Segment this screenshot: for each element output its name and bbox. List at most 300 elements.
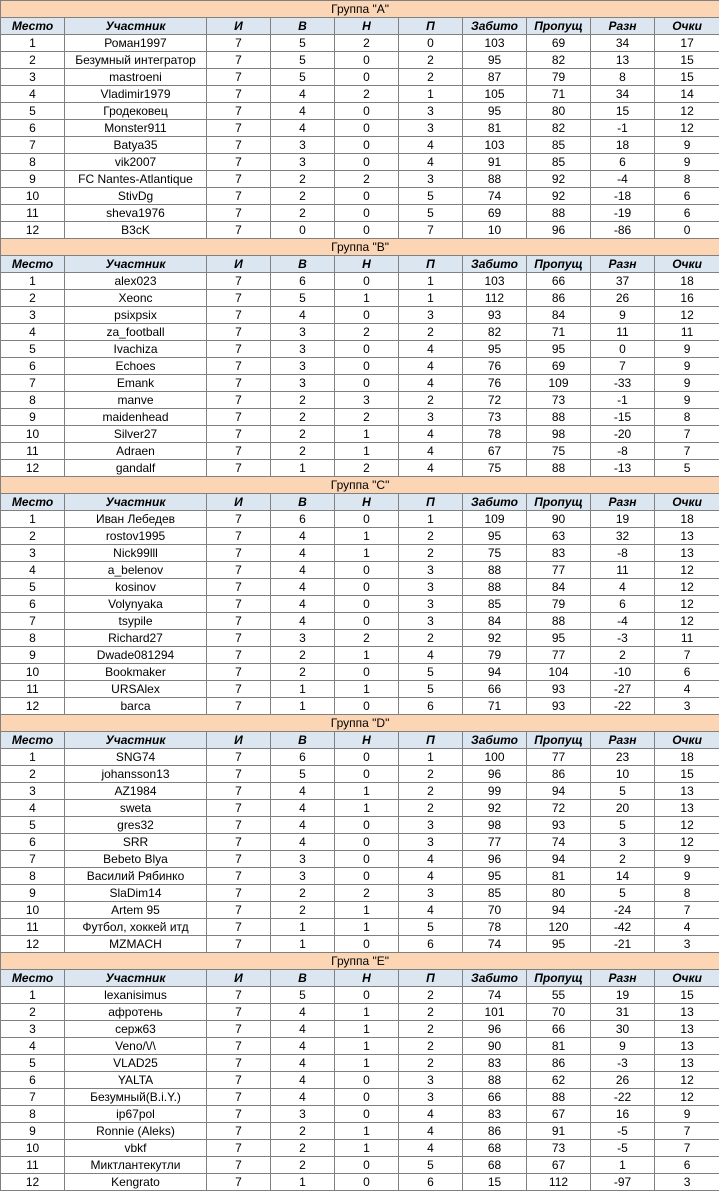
table-row <box>1 749 719 766</box>
cell-draws: 0 <box>335 613 399 630</box>
cell-draws: 0 <box>335 103 399 120</box>
table-row <box>1 52 719 69</box>
cell-scored: 94 <box>463 664 527 681</box>
table-row <box>1 35 719 52</box>
cell-games: 7 <box>207 426 271 443</box>
cell-points: 13 <box>655 800 719 817</box>
cell-draws: 0 <box>335 698 399 715</box>
cell-losses: 5 <box>399 1157 463 1174</box>
cell-losses: 4 <box>399 137 463 154</box>
column-header-place: Место <box>1 256 65 273</box>
cell-diff: 6 <box>591 596 655 613</box>
table-row <box>1 171 719 188</box>
column-header-conceded: Пропущ <box>527 18 591 35</box>
cell-scored: 77 <box>463 834 527 851</box>
cell-scored: 109 <box>463 511 527 528</box>
cell-diff: -8 <box>591 443 655 460</box>
cell-losses: 4 <box>399 902 463 919</box>
cell-scored: 95 <box>463 341 527 358</box>
cell-draws: 1 <box>335 1055 399 1072</box>
cell-participant: Volynyaka <box>65 596 207 613</box>
cell-conceded: 77 <box>527 647 591 664</box>
cell-losses: 2 <box>399 630 463 647</box>
cell-scored: 76 <box>463 358 527 375</box>
cell-games: 7 <box>207 460 271 477</box>
column-header-games: И <box>207 732 271 749</box>
cell-games: 7 <box>207 1157 271 1174</box>
cell-draws: 2 <box>335 409 399 426</box>
group-title: Группа "C" <box>1 477 719 494</box>
cell-wins: 4 <box>271 1021 335 1038</box>
column-header-losses: П <box>399 732 463 749</box>
table-row <box>1 154 719 171</box>
cell-place: 10 <box>1 1140 65 1157</box>
cell-conceded: 81 <box>527 1038 591 1055</box>
cell-draws: 0 <box>335 52 399 69</box>
cell-draws: 1 <box>335 1123 399 1140</box>
cell-participant: StivDg <box>65 188 207 205</box>
cell-diff: 23 <box>591 749 655 766</box>
cell-games: 7 <box>207 188 271 205</box>
table-row <box>1 443 719 460</box>
cell-conceded: 88 <box>527 613 591 630</box>
column-header-place: Место <box>1 732 65 749</box>
cell-draws: 0 <box>335 154 399 171</box>
cell-place: 1 <box>1 987 65 1004</box>
cell-scored: 88 <box>463 579 527 596</box>
cell-losses: 4 <box>399 647 463 664</box>
cell-games: 7 <box>207 987 271 1004</box>
cell-wins: 4 <box>271 545 335 562</box>
cell-diff: 34 <box>591 86 655 103</box>
cell-draws: 0 <box>335 1106 399 1123</box>
cell-games: 7 <box>207 307 271 324</box>
cell-scored: 83 <box>463 1055 527 1072</box>
cell-losses: 4 <box>399 460 463 477</box>
column-header-wins: В <box>271 970 335 987</box>
cell-diff: 19 <box>591 987 655 1004</box>
column-header-scored: Забито <box>463 732 527 749</box>
table-row <box>1 783 719 800</box>
cell-conceded: 80 <box>527 885 591 902</box>
cell-games: 7 <box>207 69 271 86</box>
cell-scored: 103 <box>463 273 527 290</box>
cell-conceded: 120 <box>527 919 591 936</box>
cell-losses: 4 <box>399 1123 463 1140</box>
cell-place: 8 <box>1 1106 65 1123</box>
cell-scored: 73 <box>463 409 527 426</box>
cell-losses: 3 <box>399 817 463 834</box>
cell-conceded: 72 <box>527 800 591 817</box>
cell-losses: 5 <box>399 664 463 681</box>
cell-wins: 4 <box>271 1004 335 1021</box>
cell-place: 9 <box>1 171 65 188</box>
cell-wins: 3 <box>271 341 335 358</box>
cell-place: 11 <box>1 919 65 936</box>
cell-losses: 5 <box>399 205 463 222</box>
cell-wins: 2 <box>271 205 335 222</box>
cell-place: 9 <box>1 647 65 664</box>
cell-wins: 4 <box>271 834 335 851</box>
cell-points: 6 <box>655 1157 719 1174</box>
cell-points: 13 <box>655 1038 719 1055</box>
cell-points: 15 <box>655 52 719 69</box>
cell-diff: 34 <box>591 35 655 52</box>
cell-place: 1 <box>1 749 65 766</box>
table-row <box>1 851 719 868</box>
cell-points: 12 <box>655 596 719 613</box>
cell-points: 9 <box>655 137 719 154</box>
cell-place: 4 <box>1 1038 65 1055</box>
cell-wins: 1 <box>271 936 335 953</box>
cell-place: 6 <box>1 596 65 613</box>
cell-conceded: 98 <box>527 426 591 443</box>
table-row <box>1 511 719 528</box>
cell-points: 13 <box>655 545 719 562</box>
cell-losses: 4 <box>399 154 463 171</box>
cell-points: 18 <box>655 511 719 528</box>
cell-scored: 93 <box>463 307 527 324</box>
cell-diff: 37 <box>591 273 655 290</box>
table-row <box>1 936 719 953</box>
cell-place: 12 <box>1 936 65 953</box>
column-header-scored: Забито <box>463 970 527 987</box>
cell-conceded: 93 <box>527 698 591 715</box>
cell-participant: manve <box>65 392 207 409</box>
cell-scored: 87 <box>463 69 527 86</box>
table-row <box>1 426 719 443</box>
cell-scored: 100 <box>463 749 527 766</box>
cell-diff: -4 <box>591 613 655 630</box>
cell-games: 7 <box>207 392 271 409</box>
cell-scored: 85 <box>463 596 527 613</box>
cell-place: 8 <box>1 868 65 885</box>
cell-diff: 0 <box>591 341 655 358</box>
cell-place: 12 <box>1 460 65 477</box>
cell-participant: Ronnie (Aleks) <box>65 1123 207 1140</box>
table-row <box>1 1038 719 1055</box>
cell-games: 7 <box>207 1072 271 1089</box>
cell-draws: 1 <box>335 1140 399 1157</box>
cell-losses: 2 <box>399 766 463 783</box>
table-row <box>1 1123 719 1140</box>
cell-wins: 5 <box>271 290 335 307</box>
cell-wins: 2 <box>271 171 335 188</box>
cell-scored: 101 <box>463 1004 527 1021</box>
cell-games: 7 <box>207 222 271 239</box>
table-row <box>1 460 719 477</box>
cell-points: 5 <box>655 460 719 477</box>
cell-place: 9 <box>1 885 65 902</box>
cell-draws: 0 <box>335 1174 399 1191</box>
cell-points: 15 <box>655 69 719 86</box>
cell-losses: 2 <box>399 1038 463 1055</box>
cell-scored: 88 <box>463 171 527 188</box>
cell-participant: Футбол, хоккей итд <box>65 919 207 936</box>
cell-points: 16 <box>655 290 719 307</box>
cell-draws: 0 <box>335 120 399 137</box>
cell-points: 3 <box>655 936 719 953</box>
cell-losses: 2 <box>399 324 463 341</box>
cell-draws: 0 <box>335 817 399 834</box>
column-header-wins: В <box>271 256 335 273</box>
column-header-conceded: Пропущ <box>527 732 591 749</box>
cell-scored: 79 <box>463 647 527 664</box>
cell-draws: 0 <box>335 341 399 358</box>
cell-participant: FC Nantes-Atlantique <box>65 171 207 188</box>
cell-points: 15 <box>655 987 719 1004</box>
cell-diff: 1 <box>591 1157 655 1174</box>
cell-games: 7 <box>207 1021 271 1038</box>
cell-conceded: 79 <box>527 596 591 613</box>
cell-points: 9 <box>655 341 719 358</box>
cell-scored: 74 <box>463 987 527 1004</box>
cell-draws: 0 <box>335 273 399 290</box>
cell-games: 7 <box>207 834 271 851</box>
cell-diff: -3 <box>591 630 655 647</box>
cell-conceded: 93 <box>527 681 591 698</box>
cell-losses: 3 <box>399 103 463 120</box>
cell-place: 5 <box>1 103 65 120</box>
group-title-row <box>1 1 719 18</box>
cell-diff: -97 <box>591 1174 655 1191</box>
cell-participant: Artem 95 <box>65 902 207 919</box>
cell-scored: 66 <box>463 1089 527 1106</box>
cell-games: 7 <box>207 936 271 953</box>
cell-conceded: 84 <box>527 307 591 324</box>
cell-scored: 69 <box>463 205 527 222</box>
column-header-row <box>1 970 719 987</box>
cell-wins: 1 <box>271 681 335 698</box>
cell-games: 7 <box>207 120 271 137</box>
cell-conceded: 86 <box>527 290 591 307</box>
cell-points: 9 <box>655 375 719 392</box>
cell-scored: 78 <box>463 426 527 443</box>
cell-losses: 0 <box>399 35 463 52</box>
cell-participant: Безумный интегратор <box>65 52 207 69</box>
cell-losses: 5 <box>399 681 463 698</box>
cell-games: 7 <box>207 409 271 426</box>
cell-place: 6 <box>1 358 65 375</box>
cell-conceded: 67 <box>527 1157 591 1174</box>
cell-losses: 2 <box>399 52 463 69</box>
column-header-draws: Н <box>335 18 399 35</box>
cell-draws: 1 <box>335 426 399 443</box>
table-row <box>1 137 719 154</box>
cell-conceded: 80 <box>527 103 591 120</box>
cell-place: 4 <box>1 800 65 817</box>
cell-place: 6 <box>1 834 65 851</box>
table-row <box>1 324 719 341</box>
cell-games: 7 <box>207 1004 271 1021</box>
cell-scored: 81 <box>463 120 527 137</box>
cell-participant: B3cK <box>65 222 207 239</box>
cell-conceded: 73 <box>527 1140 591 1157</box>
cell-place: 8 <box>1 392 65 409</box>
cell-conceded: 88 <box>527 205 591 222</box>
cell-wins: 3 <box>271 154 335 171</box>
cell-wins: 2 <box>271 409 335 426</box>
cell-place: 3 <box>1 307 65 324</box>
cell-points: 12 <box>655 103 719 120</box>
cell-wins: 4 <box>271 103 335 120</box>
cell-draws: 1 <box>335 528 399 545</box>
cell-losses: 6 <box>399 698 463 715</box>
cell-games: 7 <box>207 885 271 902</box>
cell-diff: 3 <box>591 834 655 851</box>
cell-games: 7 <box>207 103 271 120</box>
cell-place: 7 <box>1 613 65 630</box>
cell-games: 7 <box>207 749 271 766</box>
column-header-losses: П <box>399 256 463 273</box>
cell-draws: 1 <box>335 783 399 800</box>
cell-conceded: 95 <box>527 630 591 647</box>
cell-points: 7 <box>655 1123 719 1140</box>
cell-diff: 19 <box>591 511 655 528</box>
cell-diff: -22 <box>591 698 655 715</box>
column-header-row <box>1 732 719 749</box>
cell-draws: 0 <box>335 1089 399 1106</box>
cell-diff: 5 <box>591 783 655 800</box>
cell-scored: 88 <box>463 562 527 579</box>
cell-place: 6 <box>1 120 65 137</box>
column-header-wins: В <box>271 18 335 35</box>
cell-losses: 3 <box>399 409 463 426</box>
cell-conceded: 81 <box>527 868 591 885</box>
cell-points: 9 <box>655 358 719 375</box>
cell-conceded: 71 <box>527 324 591 341</box>
cell-losses: 4 <box>399 358 463 375</box>
cell-points: 7 <box>655 443 719 460</box>
cell-scored: 82 <box>463 324 527 341</box>
cell-conceded: 96 <box>527 222 591 239</box>
column-header-scored: Забито <box>463 18 527 35</box>
cell-points: 12 <box>655 307 719 324</box>
cell-place: 7 <box>1 851 65 868</box>
cell-place: 2 <box>1 528 65 545</box>
cell-participant: SNG74 <box>65 749 207 766</box>
cell-diff: -22 <box>591 1089 655 1106</box>
table-row <box>1 375 719 392</box>
cell-losses: 2 <box>399 69 463 86</box>
cell-draws: 0 <box>335 188 399 205</box>
cell-scored: 112 <box>463 290 527 307</box>
cell-conceded: 86 <box>527 766 591 783</box>
cell-draws: 2 <box>335 35 399 52</box>
table-row <box>1 868 719 885</box>
column-header-games: И <box>207 970 271 987</box>
cell-participant: Monster911 <box>65 120 207 137</box>
cell-place: 5 <box>1 817 65 834</box>
cell-points: 0 <box>655 222 719 239</box>
group-title: Группа "D" <box>1 715 719 732</box>
cell-draws: 0 <box>335 137 399 154</box>
cell-losses: 4 <box>399 443 463 460</box>
cell-conceded: 95 <box>527 341 591 358</box>
cell-participant: Bebeto Blya <box>65 851 207 868</box>
cell-points: 13 <box>655 1004 719 1021</box>
cell-place: 11 <box>1 443 65 460</box>
cell-scored: 74 <box>463 936 527 953</box>
cell-participant: tsypile <box>65 613 207 630</box>
cell-scored: 103 <box>463 137 527 154</box>
cell-games: 7 <box>207 1089 271 1106</box>
table-row <box>1 188 719 205</box>
table-row <box>1 630 719 647</box>
cell-games: 7 <box>207 783 271 800</box>
cell-place: 8 <box>1 154 65 171</box>
cell-games: 7 <box>207 1140 271 1157</box>
table-row <box>1 1021 719 1038</box>
cell-diff: 4 <box>591 579 655 596</box>
cell-wins: 3 <box>271 1106 335 1123</box>
cell-diff: -24 <box>591 902 655 919</box>
cell-games: 7 <box>207 647 271 664</box>
table-row <box>1 103 719 120</box>
cell-draws: 0 <box>335 562 399 579</box>
cell-points: 7 <box>655 426 719 443</box>
cell-games: 7 <box>207 766 271 783</box>
cell-draws: 2 <box>335 885 399 902</box>
cell-wins: 4 <box>271 817 335 834</box>
cell-diff: 30 <box>591 1021 655 1038</box>
cell-losses: 4 <box>399 1140 463 1157</box>
table-row <box>1 902 719 919</box>
cell-points: 13 <box>655 528 719 545</box>
cell-conceded: 55 <box>527 987 591 1004</box>
cell-participant: Xeonc <box>65 290 207 307</box>
cell-wins: 4 <box>271 1089 335 1106</box>
cell-place: 4 <box>1 86 65 103</box>
cell-conceded: 83 <box>527 545 591 562</box>
cell-wins: 4 <box>271 120 335 137</box>
column-header-points: Очки <box>655 732 719 749</box>
column-header-scored: Забито <box>463 256 527 273</box>
cell-scored: 96 <box>463 766 527 783</box>
column-header-participant: Участник <box>65 18 207 35</box>
cell-place: 3 <box>1 1021 65 1038</box>
cell-diff: -19 <box>591 205 655 222</box>
cell-place: 4 <box>1 562 65 579</box>
cell-participant: AZ1984 <box>65 783 207 800</box>
cell-draws: 1 <box>335 1021 399 1038</box>
table-row <box>1 562 719 579</box>
cell-participant: maidenhead <box>65 409 207 426</box>
cell-scored: 91 <box>463 154 527 171</box>
cell-wins: 1 <box>271 460 335 477</box>
column-header-diff: Разн <box>591 494 655 511</box>
cell-scored: 105 <box>463 86 527 103</box>
cell-points: 8 <box>655 409 719 426</box>
cell-diff: -86 <box>591 222 655 239</box>
table-row <box>1 528 719 545</box>
cell-points: 13 <box>655 1021 719 1038</box>
cell-draws: 1 <box>335 800 399 817</box>
cell-conceded: 88 <box>527 460 591 477</box>
table-row <box>1 120 719 137</box>
cell-participant: афротень <box>65 1004 207 1021</box>
cell-games: 7 <box>207 596 271 613</box>
cell-scored: 96 <box>463 1021 527 1038</box>
cell-wins: 4 <box>271 86 335 103</box>
table-row <box>1 919 719 936</box>
group-title: Группа "E" <box>1 953 719 970</box>
cell-diff: -10 <box>591 664 655 681</box>
cell-place: 5 <box>1 1055 65 1072</box>
cell-participant: barca <box>65 698 207 715</box>
cell-place: 12 <box>1 698 65 715</box>
cell-diff: -13 <box>591 460 655 477</box>
